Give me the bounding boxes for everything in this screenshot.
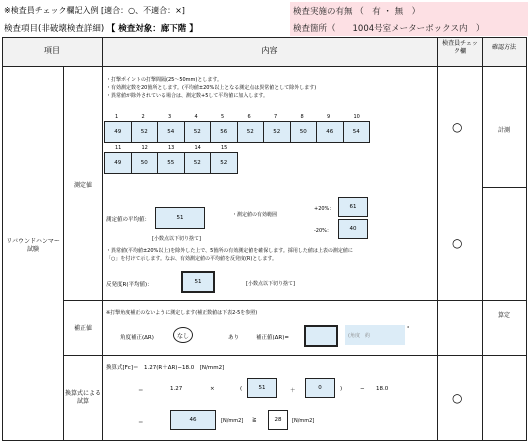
threshold-unit: [N/mm2] [292, 418, 315, 424]
measurement-cell[interactable]: 50 [290, 121, 318, 143]
exclusion-note-1: ・異常値(平均値±20%以上)を除外した上で、5箇所の有効測定値を確保します。採用した値は上表の測定値に [106, 248, 353, 254]
formula-dr-value: 0 [305, 378, 335, 398]
inspection-status: 検査実施の有無 （ 有 ・ 無 ） [293, 7, 421, 17]
col-header-content: 内容 [261, 46, 278, 55]
eq-sign-1: ＝ [138, 388, 144, 394]
measurement-cell[interactable]: 52 [263, 121, 291, 143]
average-label: 測定値の平均値： [106, 217, 151, 223]
measurement-cell[interactable]: 50 [131, 152, 159, 174]
average-value: 51 [155, 207, 205, 229]
rebound-label: 反発度R(平均値)： [106, 282, 153, 288]
instruction-3: ・異常値が除外されている場合は、測定数+5して平均値に加入します。 [106, 93, 268, 99]
measurement-cell[interactable]: 54 [343, 121, 371, 143]
measurement-index: 13 [168, 145, 175, 151]
close-bracket: ) [340, 386, 343, 392]
check-mark-2[interactable]: ○ [452, 236, 463, 250]
minus-20-value: 40 [338, 219, 368, 239]
measurement-cell[interactable]: 52 [184, 152, 212, 174]
item-label-rebound-hammer: リバウンドハンマー試験 [6, 238, 60, 253]
measurement-cell[interactable]: 52 [131, 121, 159, 143]
inspection-location: 検査箇所（ 1004号室メーターボックス内 ） [293, 24, 485, 34]
subitem-corrected: 補正値 [73, 325, 92, 332]
plus-20-value: 61 [338, 197, 368, 217]
measurement-index: 9 [327, 114, 331, 120]
constant: 18.0 [376, 386, 389, 392]
measurement-cell[interactable]: 49 [104, 152, 132, 174]
angle-hint [345, 325, 405, 345]
strength-result: 46 [170, 410, 216, 430]
measurement-cell[interactable]: 52 [237, 121, 265, 143]
measurement-index: 1 [115, 114, 119, 120]
measurement-index: 14 [194, 145, 201, 151]
measurement-cell[interactable]: 52 [210, 152, 238, 174]
average-note: [小数点以下切り捨て] [152, 236, 201, 242]
measurement-index: 3 [168, 114, 172, 120]
measurement-index: 5 [221, 114, 225, 120]
measurement-index: 2 [141, 114, 145, 120]
angle-hint-text: (角度 約 [348, 332, 370, 339]
rebound-note: [小数点以下切り捨て] [246, 281, 295, 287]
plus-20-label: +20%： [314, 206, 335, 212]
inspection-info-box [290, 2, 528, 36]
section-title [4, 22, 198, 34]
eq-sign-2: ＝ [138, 420, 144, 426]
title-prefix: 検査項目(非破壊検査詳細) [4, 24, 107, 34]
measurement-cell[interactable]: 46 [316, 121, 344, 143]
coefficient: 1.27 [170, 386, 183, 392]
title-target: 【 検査対象：廊下階 】 [106, 24, 198, 34]
degree-mark: ° [407, 326, 410, 332]
measurement-cell[interactable]: 55 [157, 152, 185, 174]
measurement-cell[interactable]: 49 [104, 121, 132, 143]
col-header-checker: 検査員チェック欄 [442, 40, 478, 55]
angle-note: ※打撃角度補正のないように測定します(補正数値は下表2-5を参照) [106, 310, 258, 316]
ge-sign: ≧ [252, 417, 257, 423]
correction-label: 補正値(ΔR)= [256, 335, 289, 341]
exclusion-note-2: 「○」を付けて示します。なお、有効測定値の平均値を反発度(R)とします。 [106, 256, 277, 262]
subitem-conversion: 換算式による試算 [64, 390, 101, 405]
col-header-item: 項目 [44, 46, 60, 55]
open-bracket: ( [240, 386, 243, 392]
method-calc: 算定 [497, 312, 510, 319]
minus-20-label: -20%： [314, 228, 332, 234]
instruction-1: ・打撃ポイントの打撃間隔(25～50mm)とします。 [106, 77, 222, 83]
measurement-index: 12 [141, 145, 148, 151]
times-sign: × [210, 386, 215, 392]
check-mark-3[interactable]: ○ [452, 391, 463, 405]
measurement-index: 8 [300, 114, 304, 120]
correction-value[interactable] [304, 325, 338, 347]
measurement-index: 6 [247, 114, 251, 120]
valid-range-label: ・測定値の有効範囲 [232, 212, 278, 218]
legend-note: ※検査員チェック欄記入例 [適合：○、不適合：×] [4, 6, 185, 15]
measurement-cell[interactable]: 52 [184, 121, 212, 143]
measurement-index: 4 [194, 114, 198, 120]
instruction-2: ・有効測定数を20箇所とします。(平均値±20%以上となる測定点は異常値として除外します) [106, 85, 317, 91]
option-yes-label: あり [228, 335, 240, 341]
conversion-formula: 換算式[Fc]＝ 1.27(R＋ΔR)−18.0 [N/mm2] [106, 365, 225, 371]
formula-r-value: 51 [247, 378, 277, 398]
measurement-index: 15 [221, 145, 228, 151]
method-measure: 計測 [497, 127, 510, 134]
plus-sign: ＋ [290, 388, 296, 394]
measurement-index: 7 [274, 114, 278, 120]
check-mark-1[interactable]: ○ [452, 120, 463, 134]
option-none-label: なし [176, 332, 189, 340]
measurement-index: 10 [353, 114, 360, 120]
col-header-method: 確認方法 [491, 44, 516, 51]
result-unit: [N/mm2] [221, 418, 244, 424]
rebound-value: 51 [181, 271, 215, 293]
minus-sign: − [360, 386, 365, 392]
measurement-index: 11 [115, 145, 122, 151]
subitem-measured: 測定値 [73, 182, 92, 189]
measurement-cell[interactable]: 54 [157, 121, 185, 143]
measurement-cell[interactable]: 56 [210, 121, 238, 143]
threshold-value: 28 [268, 410, 288, 430]
option-none[interactable] [173, 327, 193, 343]
angle-correction-label: 角度補正(ΔR) [120, 335, 154, 341]
